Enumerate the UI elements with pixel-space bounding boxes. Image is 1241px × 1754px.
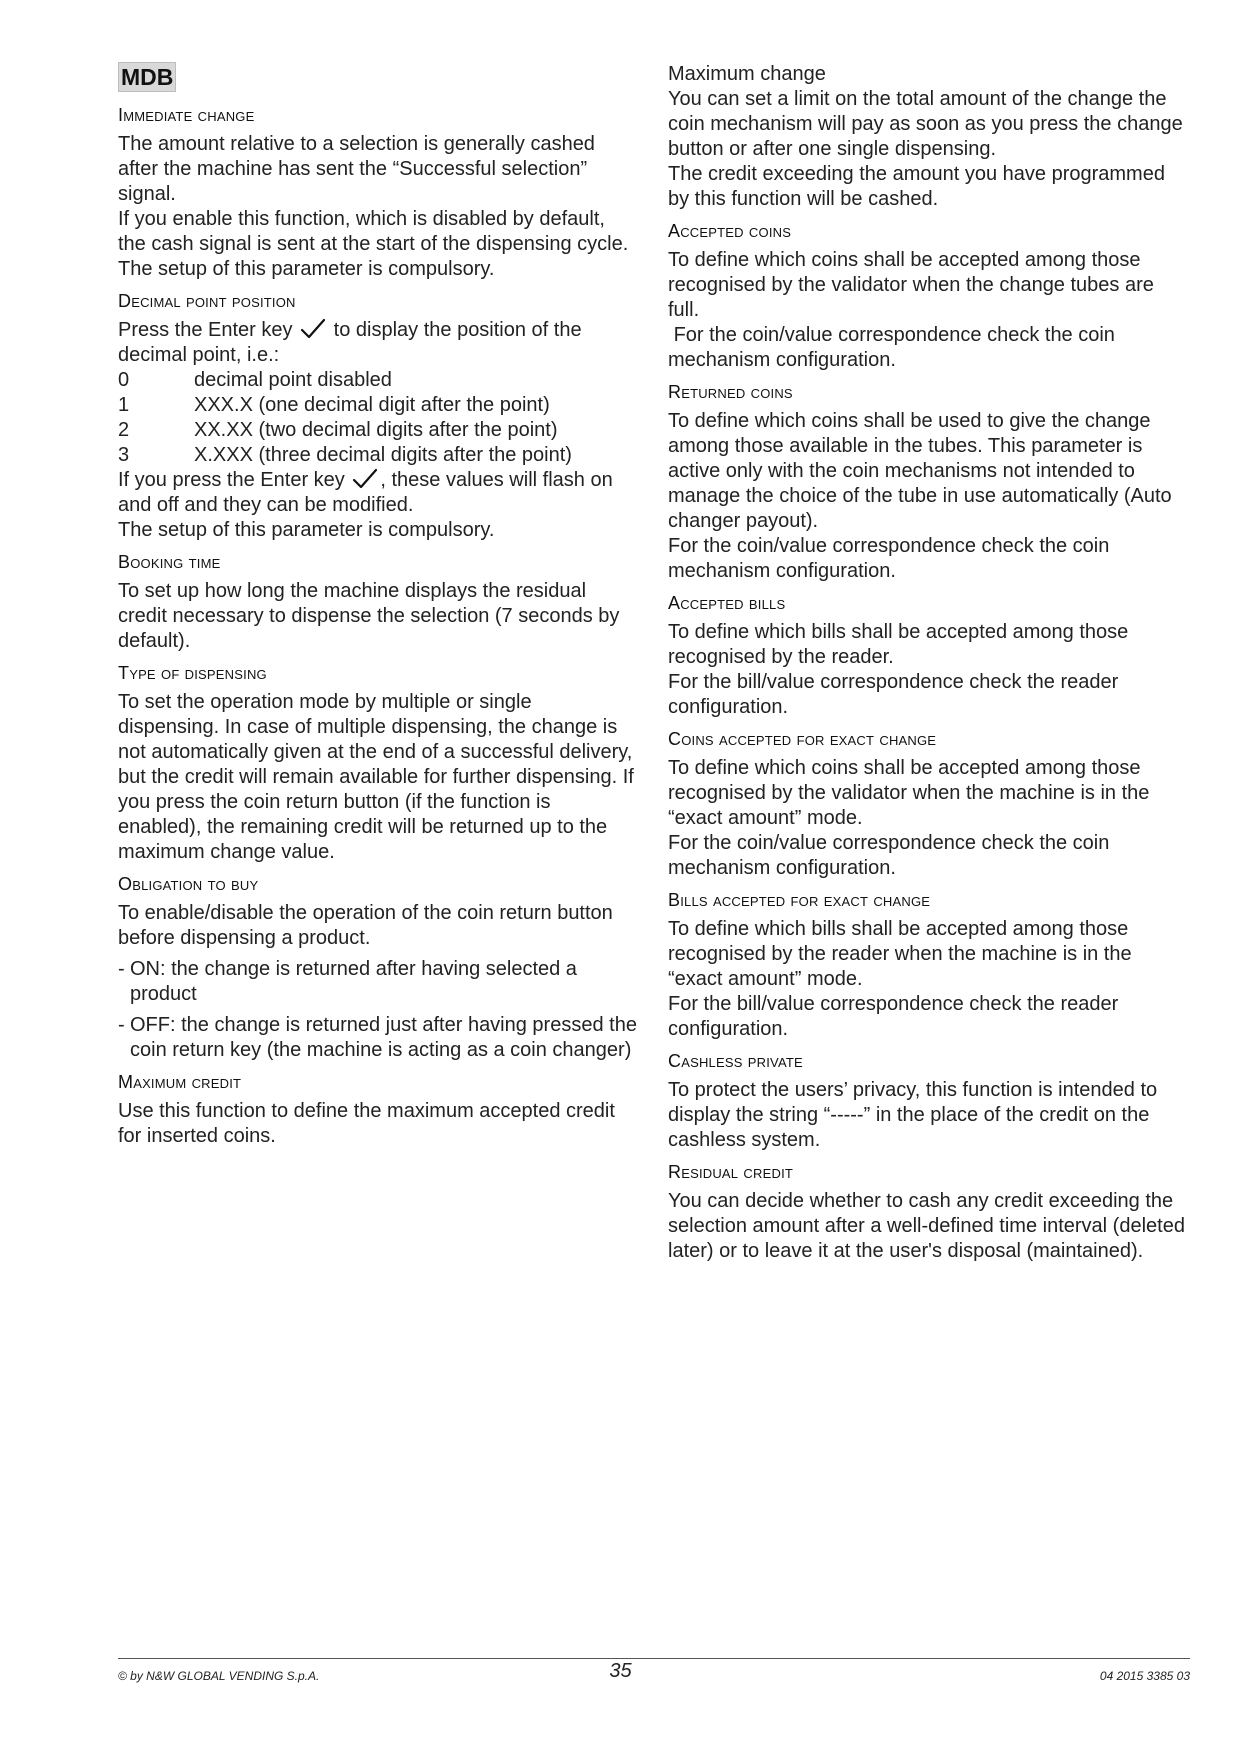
heading-maximum-credit: Maximum credit bbox=[118, 1072, 242, 1092]
checkmark-icon bbox=[300, 318, 326, 340]
text: Press the Enter key bbox=[118, 319, 293, 341]
paragraph: The setup of this parameter is compulsory. bbox=[118, 258, 495, 280]
text: If you press the Enter key bbox=[118, 469, 345, 491]
paragraph: You can decide whether to cash any credit exceeding the selection amount after a well-defined time interval (deleted later) or to leave it at the user's disposal (maintained). bbox=[668, 1190, 1185, 1262]
section-tag: MDB bbox=[118, 62, 176, 92]
heading-obligation-to-buy: Obligation to buy bbox=[118, 874, 259, 894]
paragraph: The credit exceeding the amount you have programmed by this function will be cashed. bbox=[668, 163, 1165, 210]
paragraph: To set the operation mode by multiple or single dispensing. In case of multiple dispensing, the change is not automatically given at the end of a successful delivery, but the credit will remain available for further dispensing. If you press the coin return button (if the function is enabled), the remaining credit will be returned up to the maximum change value. bbox=[118, 691, 634, 863]
paragraph: For the bill/value correspondence check the reader configuration. bbox=[668, 993, 1119, 1040]
list-number: 1 bbox=[118, 394, 130, 416]
heading-accepted-coins: Accepted coins bbox=[668, 221, 792, 241]
bullet-text: OFF: the change is returned just after having pressed the coin return key (the machine is acting as a coin changer) bbox=[130, 1014, 637, 1061]
paragraph: You can set a limit on the total amount of the change the coin mechanism will pay as soon as you press the change button or after one single dispensing. bbox=[668, 88, 1183, 160]
heading-bills-accepted-for-exact-change: Bills accepted for exact change bbox=[668, 890, 931, 910]
list-item bbox=[118, 418, 638, 443]
paragraph: The amount relative to a selection is generally cashed after the machine has sent the “Successful selection” signal. bbox=[118, 133, 595, 205]
list-number: 0 bbox=[118, 369, 130, 391]
list-text: X.XXX (three decimal digits after the point) bbox=[194, 444, 572, 466]
heading-immediate-change: Immediate change bbox=[118, 105, 255, 125]
checkmark-icon bbox=[352, 468, 378, 490]
paragraph: To define which coins shall be accepted among those recognised by the validator when the machine is in the “exact amount” mode. bbox=[668, 757, 1150, 829]
paragraph: The setup of this parameter is compulsory. bbox=[118, 519, 495, 541]
paragraph: Maximum change bbox=[668, 63, 826, 85]
list-text: XXX.X (one decimal digit after the point) bbox=[194, 394, 550, 416]
text: , these values will flash on and off and they can be modified. bbox=[118, 469, 613, 516]
paragraph: For the coin/value correspondence check the coin mechanism configuration. bbox=[668, 832, 1110, 879]
paragraph: To define which bills shall be accepted among those recognised by the reader. bbox=[668, 621, 1129, 668]
footer-doc-code: 04 2015 3385 03 bbox=[1099, 1669, 1190, 1683]
paragraph: To define which coins shall be accepted among those recognised by the validator when the change tubes are full. bbox=[668, 249, 1154, 321]
list-item bbox=[118, 393, 638, 418]
list-text: XX.XX (two decimal digits after the point) bbox=[194, 419, 558, 441]
list-item bbox=[118, 443, 638, 468]
bullet-text: ON: the change is returned after having selected a product bbox=[130, 958, 577, 1005]
heading-coins-accepted-for-exact-change: Coins accepted for exact change bbox=[668, 729, 937, 749]
paragraph: For the bill/value correspondence check the reader configuration. bbox=[668, 671, 1119, 718]
dash: - bbox=[118, 958, 125, 980]
left-column bbox=[118, 62, 638, 1149]
text: to display the position of the decimal point, i.e.: bbox=[118, 319, 582, 366]
paragraph: To define which bills shall be accepted among those recognised by the reader when the machine is in the “exact amount” mode. bbox=[668, 918, 1132, 990]
heading-residual-credit: Residual credit bbox=[668, 1162, 794, 1182]
bullet-item bbox=[118, 1013, 638, 1063]
paragraph bbox=[118, 468, 638, 518]
paragraph: To protect the users’ privacy, this function is intended to display the string “-----” in the place of the credit on the cashless system. bbox=[668, 1079, 1158, 1151]
heading-cashless-private: Cashless private bbox=[668, 1051, 803, 1071]
paragraph: For the coin/value correspondence check the coin mechanism configuration. bbox=[668, 535, 1110, 582]
footer-copyright: © by N&W GLOBAL VENDING S.p.A. bbox=[118, 1669, 320, 1683]
paragraph: To set up how long the machine displays the residual credit necessary to dispense the selection (7 seconds by default). bbox=[118, 580, 620, 652]
bullet-item bbox=[118, 957, 638, 1007]
heading-accepted-bills: Accepted bills bbox=[668, 593, 786, 613]
paragraph: If you enable this function, which is disabled by default, the cash signal is sent at the start of the dispensing cycle. bbox=[118, 208, 629, 255]
dash: - bbox=[118, 1014, 125, 1036]
list-text: decimal point disabled bbox=[194, 369, 392, 391]
paragraph: To enable/disable the operation of the coin return button before dispensing a product. bbox=[118, 902, 613, 949]
list-item bbox=[118, 368, 638, 393]
heading-decimal-point-position: Decimal point position bbox=[118, 291, 296, 311]
list-number: 2 bbox=[118, 419, 130, 441]
list-number: 3 bbox=[118, 444, 130, 466]
footer-divider bbox=[118, 1658, 1190, 1659]
paragraph: For the coin/value correspondence check the coin mechanism configuration. bbox=[668, 324, 1121, 371]
heading-booking-time: Booking time bbox=[118, 552, 221, 572]
paragraph: Use this function to define the maximum accepted credit for inserted coins. bbox=[118, 1100, 615, 1147]
heading-type-of-dispensing: Type of dispensing bbox=[118, 663, 267, 683]
paragraph: To define which coins shall be used to give the change among those available in the tubes. This parameter is active only with the coin mechanisms not intended to manage the choice of the tube in use automatically (Auto changer payout). bbox=[668, 410, 1172, 532]
paragraph bbox=[118, 318, 638, 368]
page-number: 35 bbox=[609, 1660, 632, 1682]
right-column bbox=[668, 62, 1190, 1264]
heading-returned-coins: Returned coins bbox=[668, 382, 793, 402]
